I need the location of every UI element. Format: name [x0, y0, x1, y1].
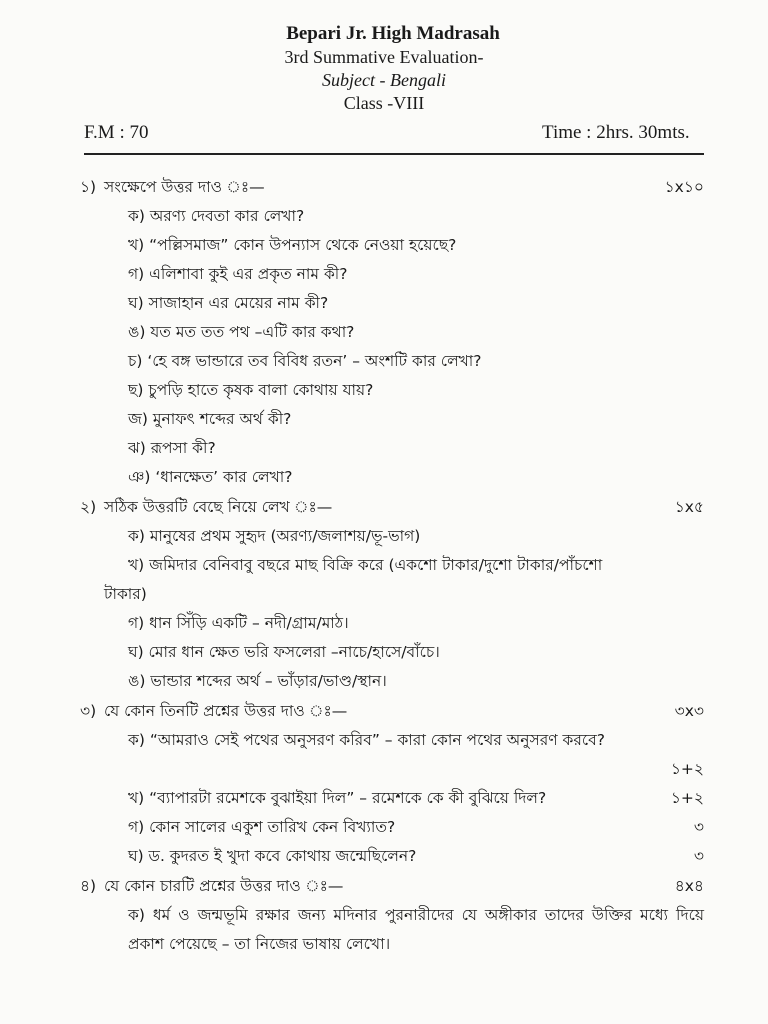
q3-item-text: গ) কোন সালের একুশ তারিখ কেন বিখ্যাত? — [128, 818, 396, 836]
header-divider — [84, 153, 704, 155]
q3-item-text: খ) “ব্যাপারটা রমেশকে বুঝাইয়া দিল” – রমেশকে কে কী বুঝিয়ে দিল? — [128, 789, 547, 807]
q3-item — [80, 726, 708, 755]
q2-item-continuation: টাকার) — [104, 585, 147, 603]
q2-item: গ) ধান সিঁড়ি একটি – নদী/গ্রাম/মাঠ। — [128, 614, 349, 632]
q2-item: ঘ) মোর ধান ক্ষেত ভরি ফসলেরা –নাচে/হাসে/বাঁচে। — [128, 643, 440, 661]
question-paper-body — [80, 172, 708, 959]
question-marks: ৪x৪ — [674, 877, 704, 895]
question-marks: ১x১০ — [664, 178, 704, 196]
q3-item-marks: ১+২ — [670, 760, 704, 778]
full-marks: F.M : 70 — [84, 122, 149, 143]
class-line: Class -VIII — [343, 93, 425, 113]
exam-name: 3rd Summative Evaluation- — [284, 47, 484, 67]
q1-item: ঝ) রূপসা কী? — [128, 439, 216, 457]
q3-item — [80, 784, 708, 813]
q1-item: জ) মুনাফৎ শব্দের অর্থ কী? — [128, 410, 292, 428]
q1-item: ঙ) যত মত তত পথ –এটি কার কথা? — [128, 323, 355, 341]
q2-item: ক) মানুষের প্রথম সুহৃদ (অরণ্য/জলাশয়/ভূ-ভাগ) — [128, 527, 421, 545]
q3-item-marks-row — [80, 755, 708, 784]
q3-item-marks: ৩ — [693, 818, 704, 836]
q1-item: গ) এলিশাবা কুই এর প্রকৃত নাম কী? — [128, 265, 348, 283]
q1-item: ঘ) সাজাহান এর মেয়ের নাম কী? — [128, 294, 329, 312]
q4-item: ক) ধর্ম ও জন্মভূমি রক্ষার জন্য মদিনার পুরনারীদের যে অঙ্গীকার তাদের উক্তির মধ্যে দিয়ে প্রকাশ পেয়েছে – তা নিজের ভাষায় লেখো। — [128, 906, 704, 953]
question-instruction: সংক্ষেপে উত্তর দাও ঃ— — [104, 178, 265, 196]
question-instruction: যে কোন চারটি প্রশ্নের উত্তর দাও ঃ— — [104, 877, 344, 895]
question-number: ২) — [80, 498, 97, 516]
q3-item-text: ক) “আমরাও সেই পথের অনুসরণ করিব” – কারা কোন পথের অনুসরণ করবে? — [128, 731, 605, 749]
question-marks: ৩x৩ — [674, 702, 704, 720]
q1-item: খ) “পল্লিসমাজ” কোন উপন্যাস থেকে নেওয়া হয়েছে? — [128, 236, 457, 254]
question-1-heading — [80, 172, 708, 202]
school-name: Bepari Jr. High Madrasah — [286, 23, 500, 44]
question-instruction: সঠিক উত্তরটি বেছে নিয়ে লেখ ঃ— — [104, 498, 333, 516]
q3-item-marks: ১+২ — [670, 789, 704, 807]
question-4-heading — [80, 871, 708, 901]
q2-item: খ) জমিদার বেনিবাবু বছরে মাছ বিক্রি করে (একশো টাকার/দুশো টাকার/পাঁচশো — [128, 556, 603, 574]
q3-item — [80, 842, 708, 871]
q2-item: ঙ) ভান্ডার শব্দের অর্থ – ভাঁড়ার/ভাণ্ড/স্থান। — [128, 672, 387, 690]
question-3-heading — [80, 696, 708, 726]
q3-item-marks: ৩ — [693, 847, 704, 865]
q3-item-text: ঘ) ড. কুদরত ই খুদা কবে কোথায় জন্মেছিলেন? — [128, 847, 417, 865]
question-instruction: যে কোন তিনটি প্রশ্নের উত্তর দাও ঃ— — [104, 702, 348, 720]
q1-item: ছ) চুপড়ি হাতে কৃষক বালা কোথায় যায়? — [128, 381, 374, 399]
q3-item — [80, 813, 708, 842]
question-number: ৪) — [80, 877, 97, 895]
question-number: ৩) — [80, 702, 97, 720]
question-2-heading — [80, 492, 708, 522]
q1-item: চ) ‘হে বঙ্গ ভান্ডারে তব বিবিধ রতন’ – অংশটি কার লেখা? — [128, 352, 482, 370]
exam-header — [0, 22, 768, 115]
q1-item: ক) অরণ্য দেবতা কার লেখা? — [128, 207, 305, 225]
q1-item: ঞ) ‘ধানক্ষেত’ কার লেখা? — [128, 468, 293, 486]
question-marks: ১x৫ — [674, 498, 704, 516]
time-allowed: Time : 2hrs. 30mts. — [542, 122, 690, 143]
question-number: ১) — [80, 178, 97, 196]
subject-line: Subject - Bengali — [322, 70, 446, 90]
